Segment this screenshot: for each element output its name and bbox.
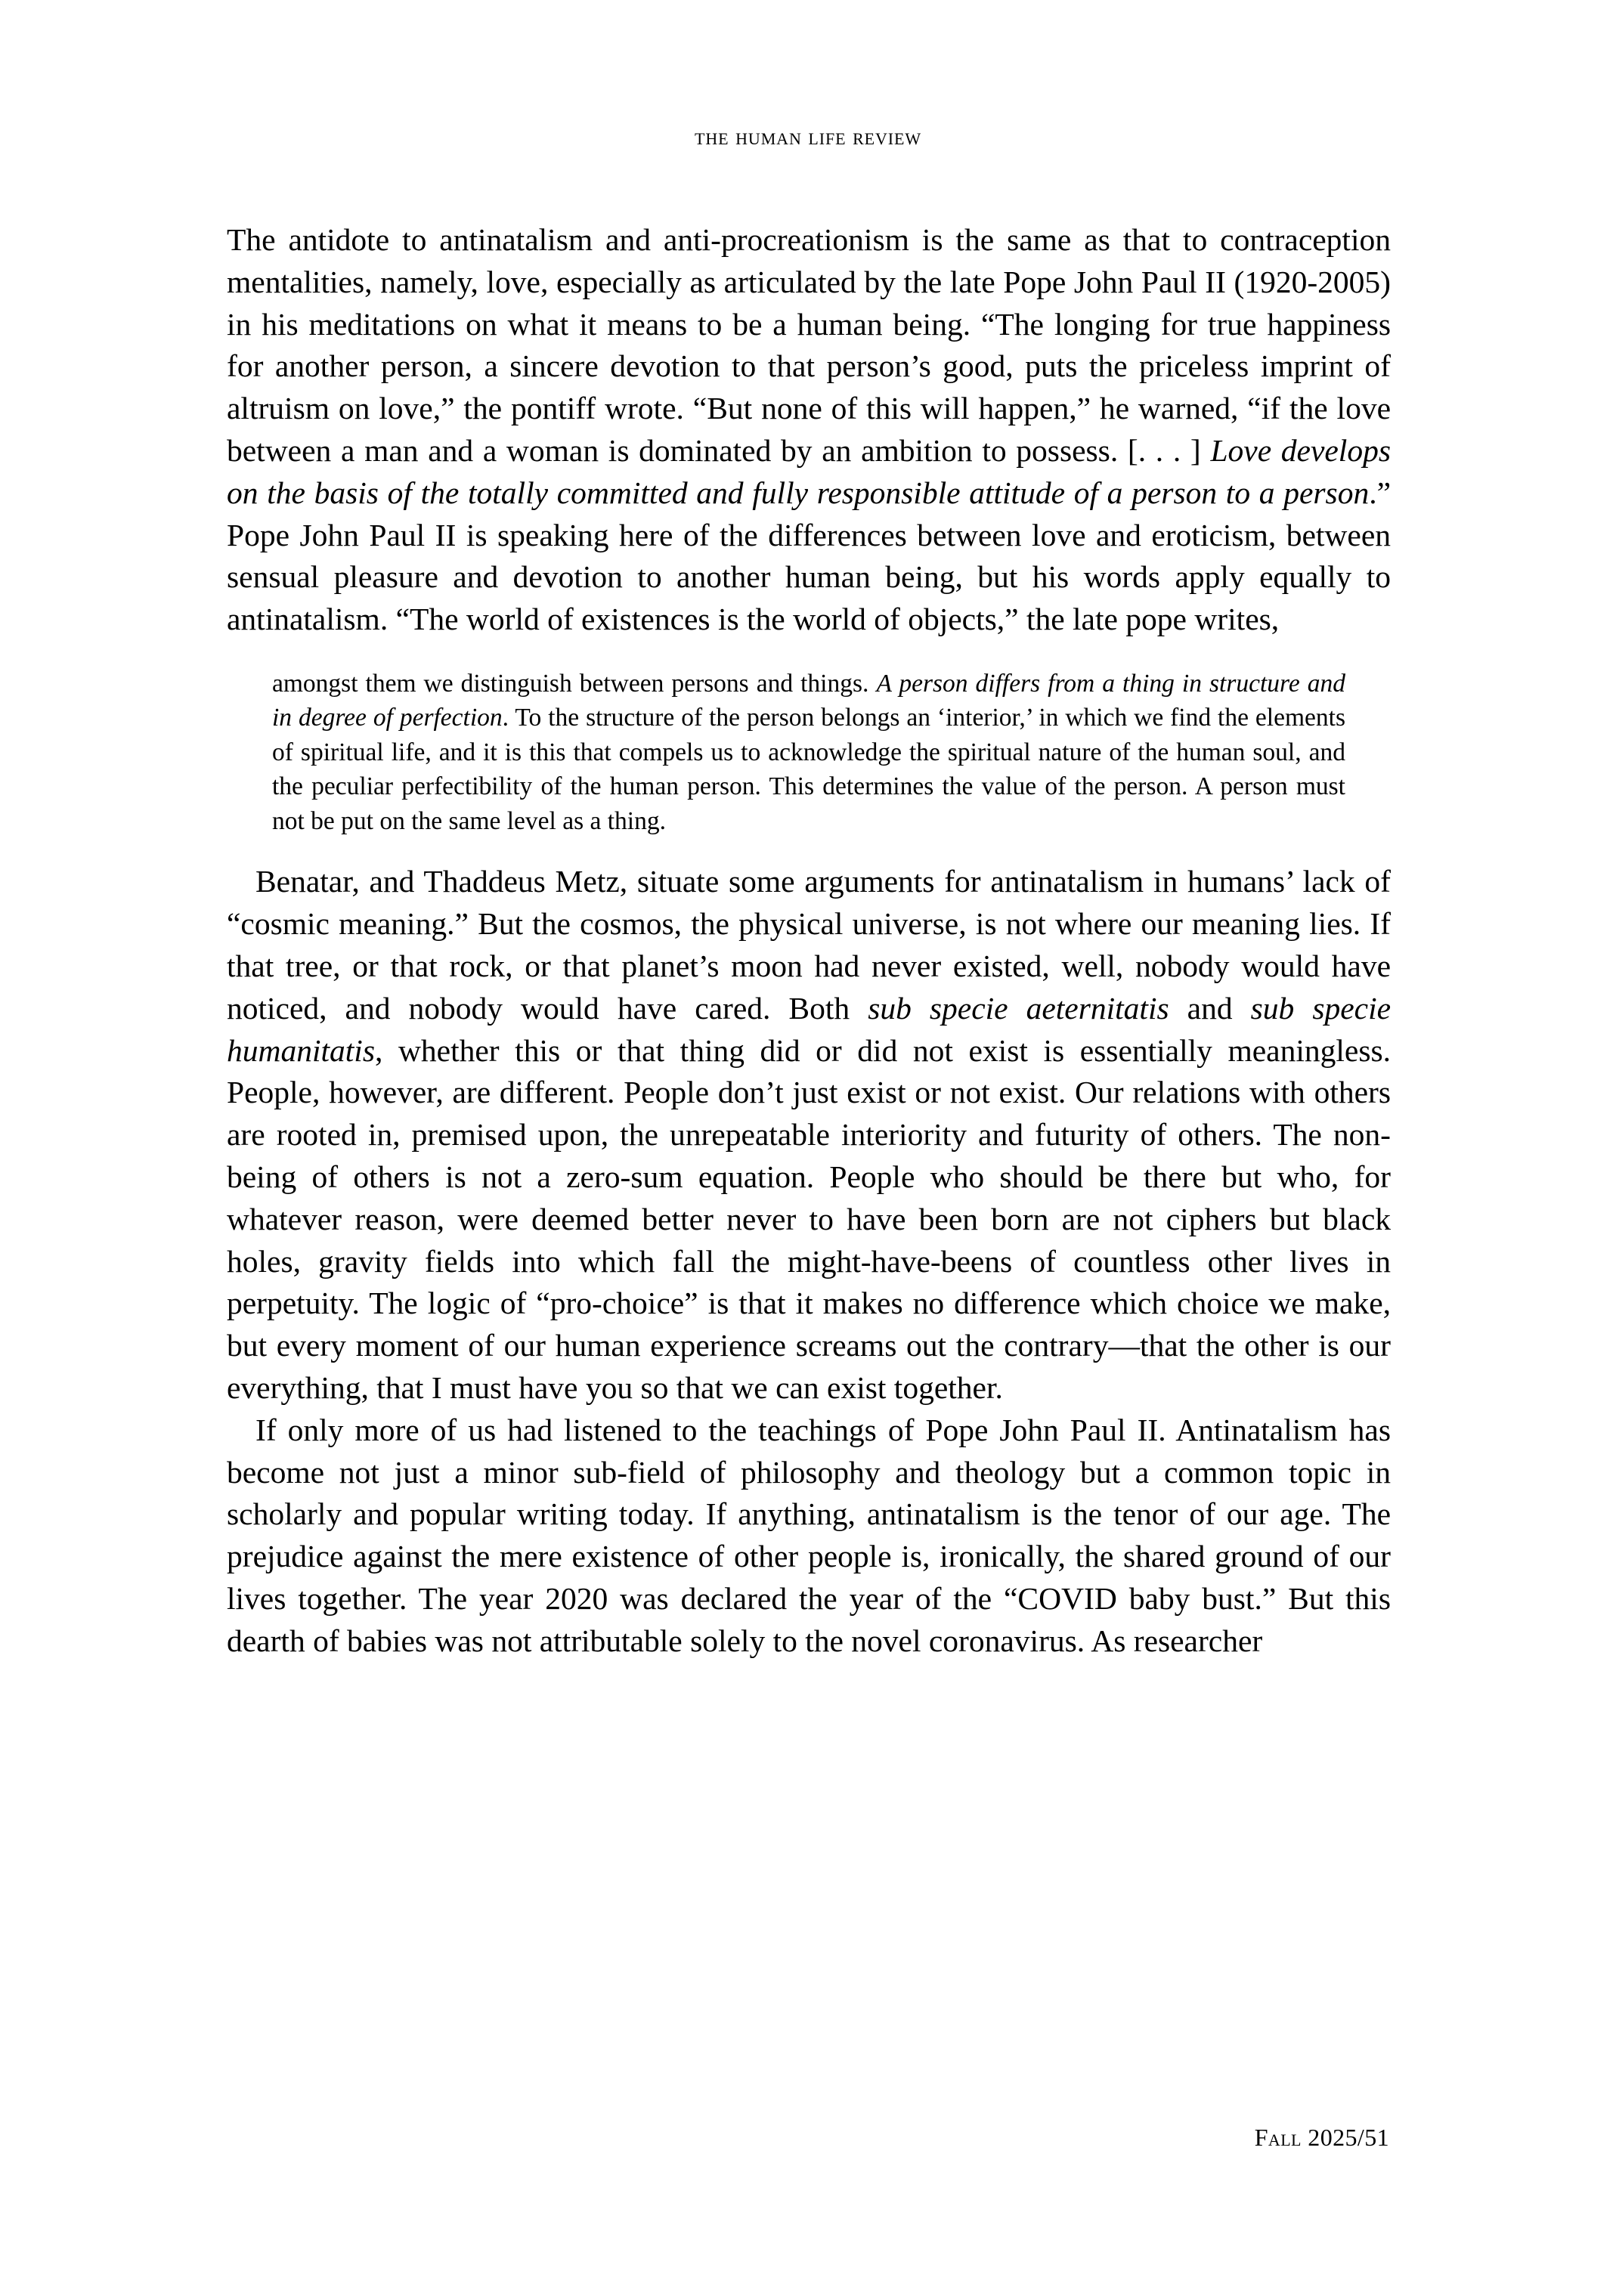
blockquote-wrapper <box>227 667 1391 839</box>
text-run-roman: .” Pope John Paul II is speaking here of the differences between love and eroticism, between sensual pleasure and devotion to another human being, but his words apply equally to antinatalism. “The world of existences is the world of objects,” the late pope writes, <box>227 475 1391 637</box>
folio-season: Fall <box>1254 2124 1302 2151</box>
text-run-italic: sub specie humanitatis <box>227 990 1392 1068</box>
text-run-roman: , whether this or that thing did or did not exist is essentially meaningless. People, however, are different. People don’t just exist or not exist. Our relations with others are rooted in, premised upon, the unrepeatable interiority and futurity of others. The non-being of others is not a zero-sum equation. People who should be there but who, for whatever reason, were deemed better never to have been born are not ciphers but black holes, gravity fields into which fall the might-have-beens of countless other lives in perpetuity. The logic of “pro-choice” is that it makes no difference which choice we make, but every moment of our human experience screams out the contrary—that the other is our everything, that I must have you so that we can exist together. <box>227 1032 1391 1406</box>
text-run-italic: A person differs from a thing in structure and in degree of perfection <box>272 669 1345 732</box>
paragraph-antidote <box>227 219 1391 641</box>
text-run-roman: and <box>1169 990 1251 1026</box>
paragraph-if-only <box>227 1409 1391 1663</box>
blockquote-person-thing <box>272 667 1345 839</box>
text-run-italic: sub specie aeternitatis <box>868 990 1169 1026</box>
text-run-roman: If only more of us had listened to the teachings of Pope John Paul II. Antinatalism has become not just a minor sub-field of philosophy and theology but a common topic in scholarly and popular writing today. If anything, antinatalism is the tenor of our age. The prejudice against the mere existence of other people is, ironically, the shared ground of our lives together. The year 2020 was declared the year of the “COVID baby bust.” But this dearth of babies was not attributable solely to the novel coronavirus. As researcher <box>227 1412 1391 1658</box>
text-run-roman: The antidote to antinatalism and anti-procreationism is the same as that to contraception mentalities, namely, love, especially as articulated by the late Pope John Paul II (1920-2005) in his meditations on what it means to be a human being. “The longing for true happiness for another person, a sincere devotion to that person’s good, puts the priceless imprint of altruism on love,” the pontiff wrote. “But none of this will happen,” he warned, “if the love between a man and a woman is dominated by an ambition to possess. [. . . ] <box>227 222 1391 468</box>
text-run-roman: Benatar, and Thaddeus Metz, situate some arguments for antinatalism in humans’ lack of “cosmic meaning.” But the cosmos, the physical universe, is not where our meaning lies. If that tree, or that rock, or that planet’s moon had never existed, well, nobody would have noticed, and nobody would have cared. Both <box>227 864 1391 1026</box>
text-run-roman: . To the structure of the person belongs an ‘interior,’ in which we find the elements of spiritual life, and it is this that compels us to acknowledge the spiritual nature of the human soul, and the peculiar perfectibility of the human person. This determines the value of the person. A person must not be put on the same level as a thing. <box>272 704 1345 835</box>
paragraph-benatar <box>227 861 1391 1409</box>
text-run-roman: amongst them we distinguish between persons and things. <box>272 669 877 698</box>
running-head <box>0 123 1616 150</box>
text-column <box>227 219 1391 1663</box>
text-run-italic: Love develops on the basis of the totally committed and fully responsible attitude of a person to a person <box>227 432 1391 510</box>
folio <box>0 2124 1616 2152</box>
folio-year-page: 2025/51 <box>1301 2124 1389 2151</box>
running-head-text: the human life review <box>695 123 921 150</box>
